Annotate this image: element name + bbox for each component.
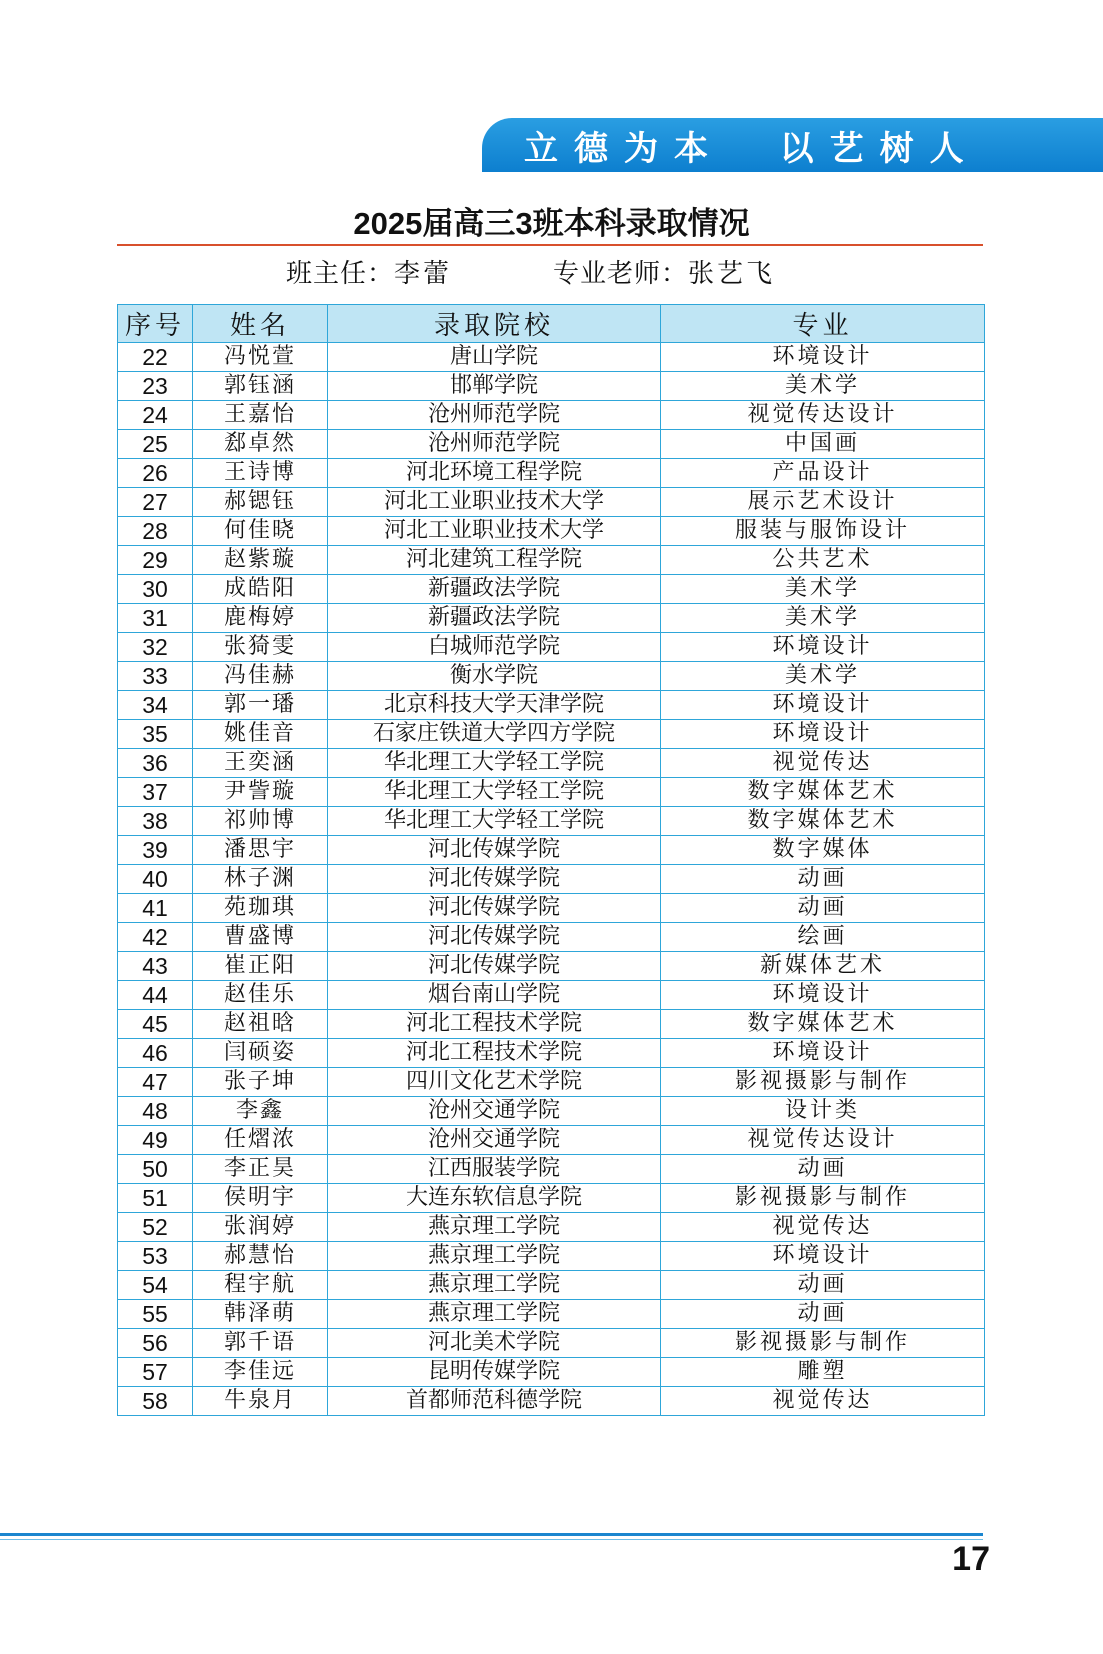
table-row	[118, 575, 985, 604]
cell-major: 动画	[661, 1155, 985, 1184]
cell-name: 王嘉怡	[193, 401, 328, 430]
cell-major: 动画	[661, 894, 985, 923]
cell-school: 唐山学院	[328, 343, 661, 372]
cell-major: 视觉传达	[661, 749, 985, 778]
page-number: 17	[952, 1540, 990, 1578]
cell-school: 衡水学院	[328, 662, 661, 691]
cell-major: 设计类	[661, 1097, 985, 1126]
cell-school: 华北理工大学轻工学院	[328, 749, 661, 778]
table-row	[118, 981, 985, 1010]
page-title: 2025届高三3班本科录取情况	[353, 206, 750, 241]
cell-index: 23	[118, 372, 193, 401]
table-row	[118, 720, 985, 749]
cell-index: 34	[118, 691, 193, 720]
cell-index: 57	[118, 1358, 193, 1387]
table-row	[118, 923, 985, 952]
cell-school: 沧州师范学院	[328, 401, 661, 430]
table-row	[118, 459, 985, 488]
cell-name: 冯悦萱	[193, 343, 328, 372]
cell-school: 新疆政法学院	[328, 575, 661, 604]
cell-major: 产品设计	[661, 459, 985, 488]
cell-major: 环境设计	[661, 720, 985, 749]
cell-name: 郝锶钰	[193, 488, 328, 517]
head-teacher-label: 班主任：	[286, 259, 395, 289]
cell-school: 四川文化艺术学院	[328, 1068, 661, 1097]
cell-major: 视觉传达设计	[661, 401, 985, 430]
cell-name: 张润婷	[193, 1213, 328, 1242]
cell-major: 服装与服饰设计	[661, 517, 985, 546]
cell-major: 动画	[661, 865, 985, 894]
cell-index: 28	[118, 517, 193, 546]
cell-major: 雕塑	[661, 1358, 985, 1387]
slogan-banner	[482, 118, 1103, 172]
cell-school: 燕京理工学院	[328, 1242, 661, 1271]
cell-school: 烟台南山学院	[328, 981, 661, 1010]
cell-school: 北京科技大学天津学院	[328, 691, 661, 720]
cell-name: 冯佳赫	[193, 662, 328, 691]
table-row	[118, 1010, 985, 1039]
cell-school: 白城师范学院	[328, 633, 661, 662]
head-teacher-name: 李蕾	[394, 259, 453, 289]
table-row	[118, 546, 985, 575]
table-row	[118, 778, 985, 807]
cell-major: 美术学	[661, 575, 985, 604]
cell-school: 首都师范科德学院	[328, 1387, 661, 1416]
cell-school: 燕京理工学院	[328, 1300, 661, 1329]
cell-index: 39	[118, 836, 193, 865]
cell-index: 53	[118, 1242, 193, 1271]
table-row	[118, 865, 985, 894]
cell-index: 55	[118, 1300, 193, 1329]
cell-school: 河北工程技术学院	[328, 1010, 661, 1039]
major-teacher	[553, 256, 775, 292]
cell-major: 数字媒体艺术	[661, 1010, 985, 1039]
cell-school: 新疆政法学院	[328, 604, 661, 633]
cell-major: 视觉传达	[661, 1213, 985, 1242]
cell-school: 河北传媒学院	[328, 952, 661, 981]
cell-school: 邯郸学院	[328, 372, 661, 401]
table-row	[118, 1242, 985, 1271]
table-row	[118, 749, 985, 778]
cell-name: 尹訾璇	[193, 778, 328, 807]
cell-name: 郭钰涵	[193, 372, 328, 401]
cell-major: 环境设计	[661, 981, 985, 1010]
cell-school: 沧州交通学院	[328, 1126, 661, 1155]
cell-school: 华北理工大学轻工学院	[328, 778, 661, 807]
table-row	[118, 1126, 985, 1155]
cell-index: 37	[118, 778, 193, 807]
table-row	[118, 1155, 985, 1184]
table-row	[118, 1068, 985, 1097]
table-row	[118, 691, 985, 720]
cell-major: 美术学	[661, 372, 985, 401]
cell-index: 33	[118, 662, 193, 691]
cell-major: 绘画	[661, 923, 985, 952]
cell-major: 新媒体艺术	[661, 952, 985, 981]
table-row	[118, 952, 985, 981]
cell-name: 何佳晓	[193, 517, 328, 546]
head-teacher	[286, 256, 452, 292]
table-row	[118, 401, 985, 430]
cell-index: 50	[118, 1155, 193, 1184]
cell-major: 动画	[661, 1300, 985, 1329]
table-row	[118, 1213, 985, 1242]
table-row	[118, 372, 985, 401]
cell-name: 王诗博	[193, 459, 328, 488]
cell-school: 河北建筑工程学院	[328, 546, 661, 575]
table-row	[118, 1358, 985, 1387]
cell-major: 环境设计	[661, 633, 985, 662]
cell-school: 江西服装学院	[328, 1155, 661, 1184]
cell-major: 视觉传达设计	[661, 1126, 985, 1155]
cell-school: 沧州师范学院	[328, 430, 661, 459]
table-row	[118, 1329, 985, 1358]
cell-school: 河北工业职业技术大学	[328, 488, 661, 517]
cell-name: 郄卓然	[193, 430, 328, 459]
cell-major: 美术学	[661, 604, 985, 633]
table-row	[118, 343, 985, 372]
cell-name: 苑珈琪	[193, 894, 328, 923]
cell-index: 36	[118, 749, 193, 778]
cell-index: 51	[118, 1184, 193, 1213]
cell-school: 沧州交通学院	[328, 1097, 661, 1126]
cell-major: 展示艺术设计	[661, 488, 985, 517]
cell-major: 环境设计	[661, 691, 985, 720]
cell-school: 石家庄铁道大学四方学院	[328, 720, 661, 749]
table-row	[118, 1097, 985, 1126]
table-row	[118, 662, 985, 691]
table-row	[118, 604, 985, 633]
cell-name: 李佳远	[193, 1358, 328, 1387]
cell-name: 牛泉月	[193, 1387, 328, 1416]
cell-index: 38	[118, 807, 193, 836]
cell-name: 郝慧怡	[193, 1242, 328, 1271]
cell-index: 29	[118, 546, 193, 575]
cell-school: 华北理工大学轻工学院	[328, 807, 661, 836]
table-header-row	[118, 305, 985, 343]
cell-school: 燕京理工学院	[328, 1213, 661, 1242]
cell-index: 22	[118, 343, 193, 372]
cell-index: 43	[118, 952, 193, 981]
header-name: 姓名	[193, 305, 328, 343]
cell-name: 韩泽萌	[193, 1300, 328, 1329]
cell-school: 河北传媒学院	[328, 836, 661, 865]
table-row	[118, 517, 985, 546]
cell-school: 河北美术学院	[328, 1329, 661, 1358]
cell-major: 视觉传达	[661, 1387, 985, 1416]
cell-index: 25	[118, 430, 193, 459]
cell-school: 河北工程技术学院	[328, 1039, 661, 1068]
cell-name: 郭千语	[193, 1329, 328, 1358]
cell-name: 姚佳音	[193, 720, 328, 749]
cell-major: 环境设计	[661, 343, 985, 372]
cell-index: 32	[118, 633, 193, 662]
major-teacher-label: 专业老师：	[553, 259, 689, 289]
cell-name: 崔正阳	[193, 952, 328, 981]
cell-major: 数字媒体艺术	[661, 778, 985, 807]
cell-index: 58	[118, 1387, 193, 1416]
cell-name: 成皓阳	[193, 575, 328, 604]
cell-school: 河北传媒学院	[328, 865, 661, 894]
cell-name: 王奕涵	[193, 749, 328, 778]
cell-index: 41	[118, 894, 193, 923]
table-row	[118, 836, 985, 865]
cell-index: 54	[118, 1271, 193, 1300]
cell-index: 46	[118, 1039, 193, 1068]
footer-divider-thin	[0, 1539, 983, 1540]
cell-name: 林子渊	[193, 865, 328, 894]
cell-name: 任熠浓	[193, 1126, 328, 1155]
cell-index: 26	[118, 459, 193, 488]
cell-name: 侯明宇	[193, 1184, 328, 1213]
cell-name: 张子坤	[193, 1068, 328, 1097]
cell-index: 24	[118, 401, 193, 430]
cell-school: 河北传媒学院	[328, 923, 661, 952]
cell-index: 42	[118, 923, 193, 952]
table-row	[118, 1039, 985, 1068]
cell-index: 45	[118, 1010, 193, 1039]
cell-index: 47	[118, 1068, 193, 1097]
cell-major: 数字媒体艺术	[661, 807, 985, 836]
table-row	[118, 807, 985, 836]
cell-name: 张猗雯	[193, 633, 328, 662]
title-divider	[117, 244, 983, 246]
cell-school: 河北环境工程学院	[328, 459, 661, 488]
cell-school: 昆明传媒学院	[328, 1358, 661, 1387]
cell-name: 赵紫璇	[193, 546, 328, 575]
cell-school: 河北传媒学院	[328, 894, 661, 923]
table-row	[118, 894, 985, 923]
table-row	[118, 1387, 985, 1416]
cell-name: 潘思宇	[193, 836, 328, 865]
cell-index: 52	[118, 1213, 193, 1242]
cell-index: 56	[118, 1329, 193, 1358]
cell-major: 影视摄影与制作	[661, 1329, 985, 1358]
cell-major: 影视摄影与制作	[661, 1184, 985, 1213]
table-row	[118, 488, 985, 517]
header-index: 序号	[118, 305, 193, 343]
cell-index: 40	[118, 865, 193, 894]
cell-name: 鹿梅婷	[193, 604, 328, 633]
cell-index: 30	[118, 575, 193, 604]
header-major: 专业	[661, 305, 985, 343]
cell-name: 程宇航	[193, 1271, 328, 1300]
footer-divider	[0, 1533, 983, 1536]
cell-name: 赵祖晗	[193, 1010, 328, 1039]
cell-school: 河北工业职业技术大学	[328, 517, 661, 546]
cell-name: 李鑫	[193, 1097, 328, 1126]
cell-index: 31	[118, 604, 193, 633]
cell-name: 曹盛博	[193, 923, 328, 952]
cell-major: 数字媒体	[661, 836, 985, 865]
cell-name: 李正昊	[193, 1155, 328, 1184]
cell-index: 48	[118, 1097, 193, 1126]
major-teacher-name: 张艺飞	[688, 259, 776, 289]
header-school: 录取院校	[328, 305, 661, 343]
table-row	[118, 1184, 985, 1213]
cell-school: 大连东软信息学院	[328, 1184, 661, 1213]
cell-major: 环境设计	[661, 1242, 985, 1271]
cell-name: 赵佳乐	[193, 981, 328, 1010]
cell-major: 公共艺术	[661, 546, 985, 575]
cell-name: 祁帅博	[193, 807, 328, 836]
cell-index: 49	[118, 1126, 193, 1155]
table-row	[118, 633, 985, 662]
cell-index: 44	[118, 981, 193, 1010]
cell-major: 动画	[661, 1271, 985, 1300]
cell-major: 中国画	[661, 430, 985, 459]
cell-major: 影视摄影与制作	[661, 1068, 985, 1097]
cell-name: 闫硕姿	[193, 1039, 328, 1068]
admission-table	[117, 304, 985, 1416]
cell-major: 美术学	[661, 662, 985, 691]
table-row	[118, 1271, 985, 1300]
table-row	[118, 1300, 985, 1329]
slogan-text: 立德为本 以艺树人	[524, 128, 980, 169]
cell-major: 环境设计	[661, 1039, 985, 1068]
table-body	[118, 343, 985, 1416]
cell-school: 燕京理工学院	[328, 1271, 661, 1300]
cell-index: 35	[118, 720, 193, 749]
table-row	[118, 430, 985, 459]
cell-index: 27	[118, 488, 193, 517]
cell-name: 郭一璠	[193, 691, 328, 720]
